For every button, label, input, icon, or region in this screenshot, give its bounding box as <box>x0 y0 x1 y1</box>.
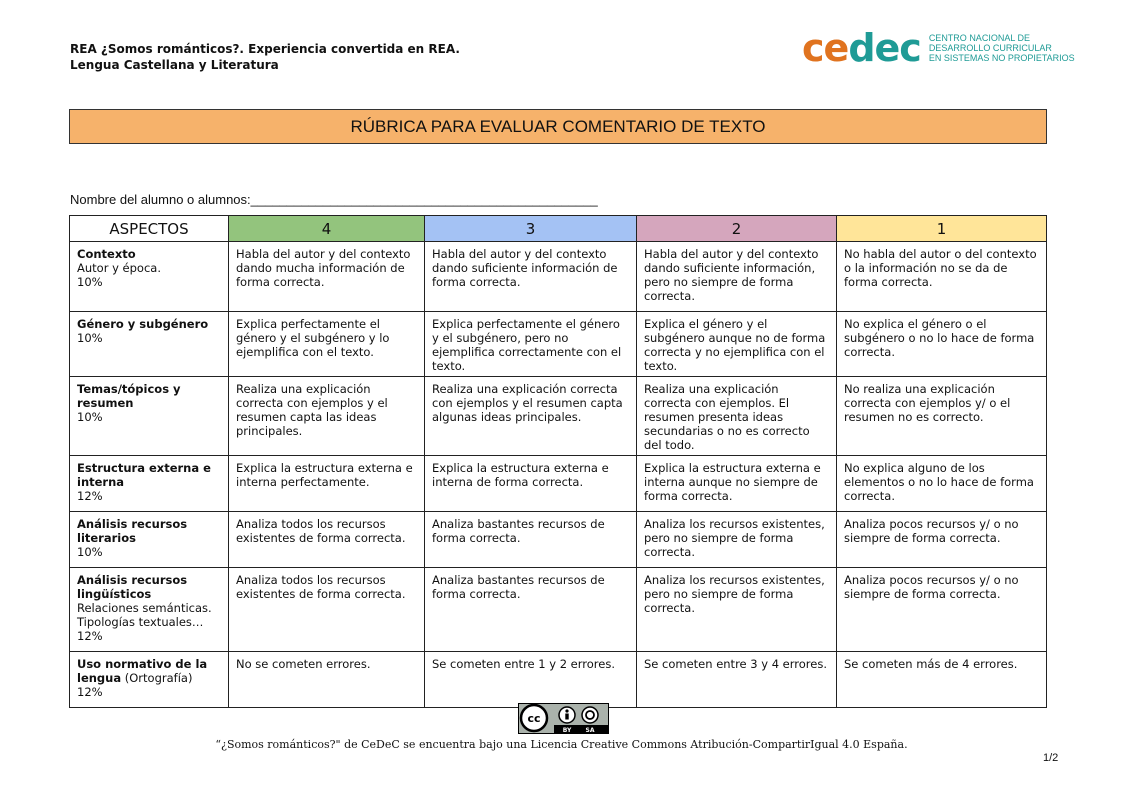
cc-by-label: BY <box>562 727 572 734</box>
aspect-cell <box>70 242 229 312</box>
criteria-cell: No se cometen errores. <box>229 652 425 708</box>
document-header <box>70 41 460 73</box>
criteria-cell: Explica la estructura externa e interna de forma correcta. <box>425 456 637 512</box>
header-line-2: Lengua Castellana y Literatura <box>70 58 279 72</box>
header-line-1: REA ¿Somos románticos?. Experiencia convertida en REA. <box>70 42 460 56</box>
rubric-header-row <box>70 216 1047 242</box>
aspect-name: Estructura externa e interna <box>77 461 211 489</box>
aspect-detail: Relaciones semánticas. <box>77 601 212 615</box>
logo-wordmark: cedec <box>802 26 921 70</box>
criteria-cell: Realiza una explicación correcta con ejemplos. El resumen presenta ideas secundarias o no es correcto del todo. <box>637 377 837 456</box>
table-row <box>70 652 1047 708</box>
aspect-detail: Tipologías textuales… <box>77 615 204 629</box>
table-row <box>70 377 1047 456</box>
logo-subtitle: CENTRO NACIONAL DE DESARROLLO CURRICULAR EN SISTEMAS NO PROPIETARIOS <box>928 33 1075 63</box>
aspect-cell <box>70 652 229 708</box>
sa-icon <box>582 707 598 723</box>
criteria-cell: Analiza todos los recursos existentes de forma correcta. <box>229 568 425 652</box>
rubric-title: RÚBRICA PARA EVALUAR COMENTARIO DE TEXTO <box>69 109 1047 144</box>
cedec-logo <box>802 28 1075 68</box>
aspect-weight: 10% <box>77 410 103 424</box>
criteria-cell: Explica la estructura externa e interna aunque no siempre de forma correcta. <box>637 456 837 512</box>
aspect-name: Temas/tópicos y resumen <box>77 382 181 410</box>
aspect-name-suffix: (Ortografía) <box>121 671 193 685</box>
aspect-weight: 10% <box>77 275 103 289</box>
aspect-weight: 12% <box>77 489 103 503</box>
criteria-cell: Realiza una explicación correcta con ejemplos y el resumen capta algunas ideas principales. <box>425 377 637 456</box>
table-row <box>70 512 1047 568</box>
criteria-cell: No realiza una explicación correcta con ejemplos y/ o el resumen no es correcto. <box>837 377 1047 456</box>
student-name-line: Nombre del alumno o alumnos:________________________________________________ <box>70 192 598 207</box>
aspect-cell <box>70 456 229 512</box>
header-score-4: 4 <box>229 216 425 242</box>
criteria-cell: Analiza los recursos existentes, pero no siempre de forma correcta. <box>637 512 837 568</box>
svg-text:cc: cc <box>527 712 541 725</box>
header-score-2: 2 <box>637 216 837 242</box>
aspect-name: Análisis recursos literarios <box>77 517 188 545</box>
criteria-cell: Realiza una explicación correcta con ejemplos y el resumen capta las ideas principales. <box>229 377 425 456</box>
criteria-cell: Explica la estructura externa e interna perfectamente. <box>229 456 425 512</box>
criteria-cell: Explica perfectamente el género y el subgénero y lo ejemplifica con el texto. <box>229 312 425 377</box>
criteria-cell: Analiza bastantes recursos de forma correcta. <box>425 512 637 568</box>
rubric-table <box>69 215 1047 708</box>
criteria-cell: No explica alguno de los elementos o no lo hace de forma correcta. <box>837 456 1047 512</box>
criteria-cell: Habla del autor y del contexto dando mucha información de forma correcta. <box>229 242 425 312</box>
criteria-cell: Explica perfectamente el género y el subgénero, pero no ejemplifica correctamente con el texto. <box>425 312 637 377</box>
aspect-name: Análisis recursos lingüísticos <box>77 573 188 601</box>
aspect-cell <box>70 312 229 377</box>
aspect-detail: Autor y época. <box>77 261 161 275</box>
criteria-cell: No habla del autor o del contexto o la información no se da de forma correcta. <box>837 242 1047 312</box>
criteria-cell: Analiza bastantes recursos de forma correcta. <box>425 568 637 652</box>
header-score-1: 1 <box>837 216 1047 242</box>
criteria-cell: Explica el género y el subgénero aunque no de forma correcta y no ejemplifica con el texto. <box>637 312 837 377</box>
aspect-weight: 10% <box>77 545 103 559</box>
criteria-cell: Analiza todos los recursos existentes de forma correcta. <box>229 512 425 568</box>
criteria-cell: Analiza los recursos existentes, pero no siempre de forma correcta. <box>637 568 837 652</box>
criteria-cell: Se cometen más de 4 errores. <box>837 652 1047 708</box>
table-row <box>70 242 1047 312</box>
aspect-cell <box>70 568 229 652</box>
creative-commons-badge <box>518 703 609 734</box>
criteria-cell: Se cometen entre 3 y 4 errores. <box>637 652 837 708</box>
table-row <box>70 456 1047 512</box>
header-score-3: 3 <box>425 216 637 242</box>
aspect-weight: 12% <box>77 629 103 643</box>
criteria-cell: Se cometen entre 1 y 2 errores. <box>425 652 637 708</box>
cc-sa-label: SA <box>585 727 595 734</box>
aspect-name: Contexto <box>77 247 136 261</box>
aspect-name: Género y subgénero <box>77 317 209 331</box>
header-aspects: ASPECTOS <box>70 216 229 242</box>
page-number: 1/2 <box>1043 752 1059 764</box>
criteria-cell: Habla del autor y del contexto dando suficiente información de forma correcta. <box>425 242 637 312</box>
criteria-cell: Analiza pocos recursos y/ o no siempre de forma correcta. <box>837 512 1047 568</box>
criteria-cell: Habla del autor y del contexto dando suficiente información, pero no siempre de forma correcta. <box>637 242 837 312</box>
aspect-cell <box>70 377 229 456</box>
aspect-cell <box>70 512 229 568</box>
aspect-weight: 10% <box>77 331 103 345</box>
criteria-cell: No explica el género o el subgénero o no lo hace de forma correcta. <box>837 312 1047 377</box>
aspect-weight: 12% <box>77 685 103 699</box>
license-text: “¿Somos románticos?" de CeDeC se encuentra bajo una Licencia Creative Commons Atribución-CompartirIgual 4.0 España. <box>215 738 908 751</box>
aspect-name: Uso normativo de la lengua <box>77 657 208 685</box>
criteria-cell: Analiza pocos recursos y/ o no siempre de forma correcta. <box>837 568 1047 652</box>
table-row <box>70 312 1047 377</box>
table-row <box>70 568 1047 652</box>
